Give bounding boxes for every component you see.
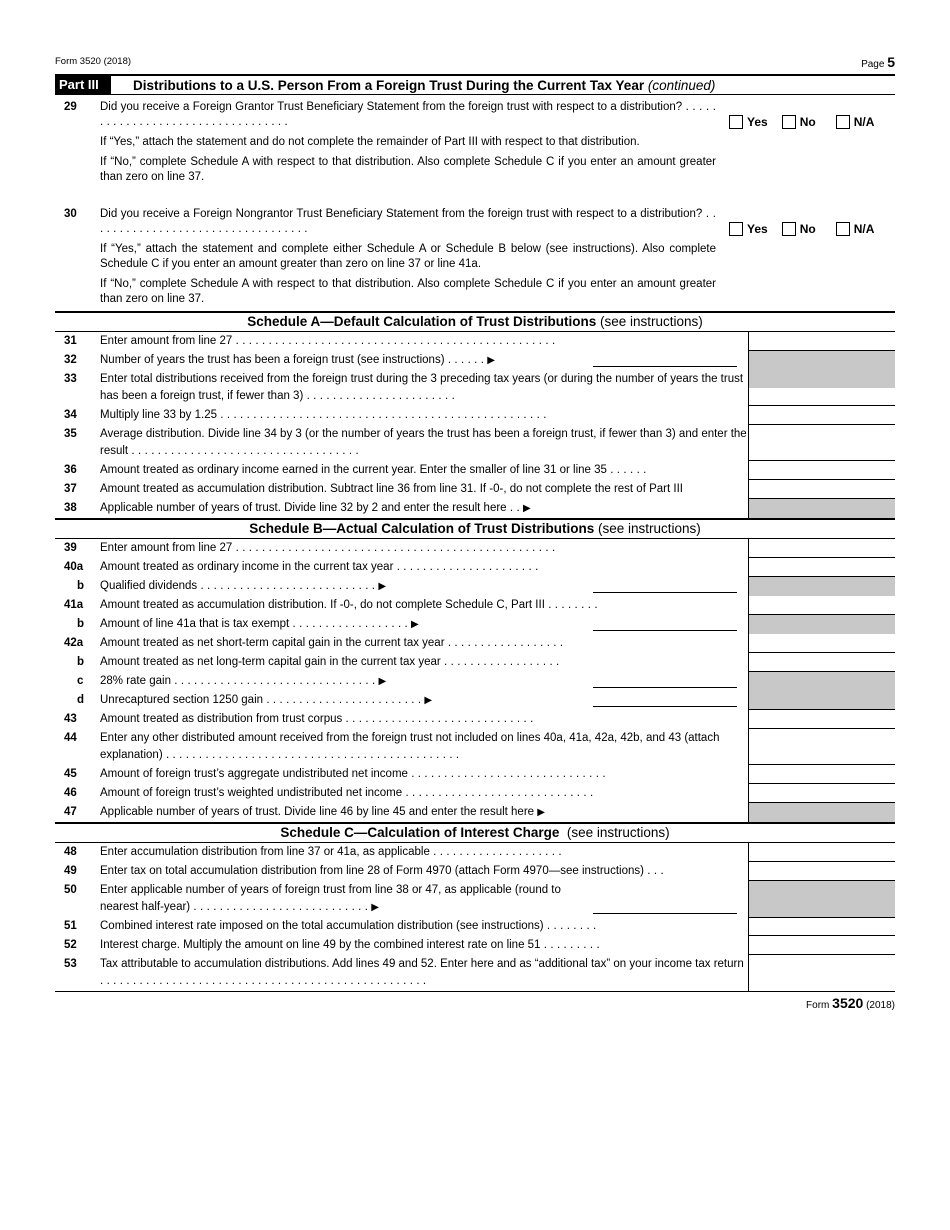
part-tag: Part III — [55, 76, 111, 94]
part-title: Distributions to a U.S. Person From a Foreign Trust During the Current Tax Year (continued) — [133, 77, 716, 93]
na-checkbox[interactable] — [836, 115, 850, 129]
no-checkbox[interactable] — [782, 222, 796, 236]
yes-checkbox[interactable] — [729, 115, 743, 129]
years-result-field[interactable] — [748, 803, 895, 822]
amount-field[interactable] — [748, 332, 895, 351]
amount-field[interactable] — [748, 539, 895, 558]
line-34: 34 Multiply line 33 by 1.25 . . . . . . . . . . . . . . . . . . . . . . . . . . . . . . . . . . . . . . . . . . . . . . . . . . — [55, 406, 895, 425]
answer-group-30: Yes No N/A — [729, 222, 888, 236]
rate-field[interactable] — [748, 917, 895, 936]
line-42b: b Amount treated as net long-term capital gain in the current tax year . . . . . . . . . . . . . . . . . . — [55, 653, 895, 672]
line-31: 31 Enter amount from line 27 . . . . . . . . . . . . . . . . . . . . . . . . . . . . . . . . . . . . . . . . . . . . . . . . . — [55, 332, 895, 351]
page-number: Page 5 — [861, 54, 895, 70]
amount-field[interactable] — [748, 936, 895, 955]
amount-field[interactable] — [748, 784, 895, 803]
part-header — [55, 74, 895, 95]
rate-gain-field[interactable] — [593, 686, 737, 688]
amount-field[interactable] — [748, 634, 895, 653]
line-39: 39 Enter amount from line 27 . . . . . . . . . . . . . . . . . . . . . . . . . . . . . . . . . . . . . . . . . . . . . . . . . — [55, 539, 895, 558]
years-field[interactable] — [593, 912, 737, 914]
line-37: 37 Amount treated as accumulation distribution. Subtract line 36 from line 31. If -0-, do not complete the rest of Part III — [55, 480, 895, 499]
instruction-no: If “No,” complete Schedule A with respect to that distribution. Also complete Schedule C if you enter an amount greater than zero on line 37. — [100, 156, 716, 183]
page-header — [55, 56, 895, 74]
line-41a: 41a Amount treated as accumulation distribution. If -0-, do not complete Schedule C, Part III . . . . . . . . — [55, 596, 895, 615]
schedule-c-header: Schedule C—Calculation of Interest Charge (see instructions) — [55, 824, 895, 843]
line-35: 35 Average distribution. Divide line 34 by 3 (or the number of years the trust has been a foreign trust, if fewer than 3) and enter the result . . . . . . . . . . . . . . . . . . . . . . . . . . . . . . . . . . . — [55, 425, 895, 461]
dividends-field[interactable] — [593, 591, 737, 593]
line-41b: b Amount of line 41a that is tax exempt . . . . . . . . . . . . . . . . . . ▶ — [55, 615, 895, 634]
instruction-no: If “No,” complete Schedule A with respect to that distribution. Also complete Schedule C if you enter an amount greater than zero on line 37. — [100, 278, 716, 305]
amount-field[interactable] — [748, 388, 895, 406]
question-text: Did you receive a Foreign Grantor Trust Beneficiary Statement from the foreign trust with respect to a distribution? — [100, 101, 683, 113]
line-47: 47 Applicable number of years of trust. Divide line 46 by line 45 and enter the result here ▶ — [55, 803, 895, 822]
amount-field[interactable] — [748, 558, 895, 577]
schedule-a-header: Schedule A—Default Calculation of Trust Distributions (see instructions) — [55, 313, 895, 332]
line-number: 29 — [64, 101, 77, 113]
answer-group-29: Yes No N/A — [729, 115, 888, 129]
line-40a: 40a Amount treated as ordinary income in the current tax year . . . . . . . . . . . . . . . . . . . . . . — [55, 558, 895, 577]
question-29: 29 Did you receive a Foreign Grantor Trust Beneficiary Statement from the foreign trust with respect to a distribution? . . . . . . . . . . . . . . . . . . . . . . . . . . . . . . . . . . If “Yes,” attach the statement and do not complete the remainder of Part III with respect to that distribution. If “No,” complete Schedule A with respect to that distribution. Also complete Schedule C if you enter an amount greater than zero on line 37. Yes No N/A — [55, 95, 895, 202]
line-46: 46 Amount of foreign trust’s weighted undistributed net income . . . . . . . . . . . . . . . . . . . . . . . . . . . . . — [55, 784, 895, 803]
amount-field[interactable] — [748, 710, 895, 729]
amount-field[interactable] — [748, 843, 895, 862]
amount-field[interactable] — [748, 406, 895, 425]
line-33: 33 Enter total distributions received from the foreign trust during the 3 preceding tax years (or during the number of years the trust has been a foreign trust, if fewer than 3) . . . . . . . . . . . . . . . . . . . . . . . — [55, 370, 895, 406]
amount-field[interactable] — [748, 480, 895, 499]
line-48: 48 Enter accumulation distribution from line 37 or 41a, as applicable . . . . . . . . . . . . . . . . . . . . — [55, 843, 895, 862]
na-checkbox[interactable] — [836, 222, 850, 236]
amount-field[interactable] — [748, 729, 895, 765]
line-52: 52 Interest charge. Multiply the amount on line 49 by the combined interest rate on line 51 . . . . . . . . . — [55, 936, 895, 955]
amount-field[interactable] — [748, 461, 895, 480]
line-51: 51 Combined interest rate imposed on the total accumulation distribution (see instructions) . . . . . . . . — [55, 917, 895, 936]
line-42a: 42a Amount treated as net short-term capital gain in the current tax year . . . . . . . . . . . . . . . . . . — [55, 634, 895, 653]
line-number: 30 — [64, 208, 77, 220]
amount-field[interactable] — [748, 596, 895, 615]
tax-exempt-field[interactable] — [593, 629, 737, 631]
form-id: Form 3520 (2018) — [55, 56, 132, 67]
line-49: 49 Enter tax on total accumulation distribution from line 28 of Form 4970 (attach Form 4970—see instructions) . . . — [55, 862, 895, 881]
instruction-yes: If “Yes,” attach the statement and do not complete the remainder of Part III with respect to that distribution. — [100, 136, 640, 148]
line-45: 45 Amount of foreign trust’s aggregate undistributed net income . . . . . . . . . . . . . . . . . . . . . . . . . . . . . . — [55, 765, 895, 784]
line-42d: d Unrecaptured section 1250 gain . . . . . . . . . . . . . . . . . . . . . . . . ▶ — [55, 691, 895, 710]
line-44: 44 Enter any other distributed amount received from the foreign trust not included on lines 40a, 41a, 42a, 42b, and 43 (attach explanation) . . . . . . . . . . . . . . . . . . . . . . . . . . . . . . . . . . . . . . . . . . . . . — [55, 729, 895, 765]
form-page — [55, 56, 895, 1011]
years-result-field[interactable] — [748, 499, 895, 518]
section-1250-field[interactable] — [593, 705, 737, 707]
instruction-yes: If “Yes,” attach the statement and complete either Schedule A or Schedule B below (see instructions). Also complete Schedule C if you enter an amount greater than zero on line 37 or line 41a. — [100, 243, 716, 270]
amount-field[interactable] — [748, 862, 895, 881]
line-38: 38 Applicable number of years of trust. Divide line 32 by 2 and enter the result here . . ▶ — [55, 499, 895, 518]
page-footer: Form 3520 (2018) — [806, 995, 895, 1011]
no-checkbox[interactable] — [782, 115, 796, 129]
amount-field[interactable] — [748, 425, 895, 461]
line-32: 32 Number of years the trust has been a foreign trust (see instructions) . . . . . . ▶ — [55, 351, 895, 370]
amount-field[interactable] — [748, 653, 895, 672]
line-50: 50 Enter applicable number of years of foreign trust from line 38 or 47, as applicable (round to nearest half-year) . . . . . . . . . . . . . . . . . . . . . . . . . . . ▶ — [55, 881, 895, 917]
schedule-b-header: Schedule B—Actual Calculation of Trust Distributions (see instructions) — [55, 520, 895, 539]
years-field[interactable] — [593, 365, 737, 367]
amount-field[interactable] — [748, 955, 895, 991]
line-53: 53 Tax attributable to accumulation distributions. Add lines 49 and 52. Enter here and as “additional tax” on your income tax return . . . . . . . . . . . . . . . . . . . . . . . . . . . . . . . . . . . . . . . . . . . . . . . . . . — [55, 955, 895, 991]
line-42c: c 28% rate gain . . . . . . . . . . . . . . . . . . . . . . . . . . . . . . . ▶ — [55, 672, 895, 691]
question-30: 30 Did you receive a Foreign Nongrantor Trust Beneficiary Statement from the foreign trust with respect to a distribution? . . . . . . . . . . . . . . . . . . . . . . . . . . . . . . . . . . If “Yes,” attach the statement and complete either Schedule A or Schedule B below (see instructions). Also complete Schedule C if you enter an amount greater than zero on line 37 or line 41a. If “No,” complete Schedule A with respect to that distribution. Also complete Schedule C if you enter an amount greater than zero on line 37. Yes No N/A — [55, 202, 895, 311]
yes-checkbox[interactable] — [729, 222, 743, 236]
line-43: 43 Amount treated as distribution from trust corpus . . . . . . . . . . . . . . . . . . . . . . . . . . . . . — [55, 710, 895, 729]
question-text: Did you receive a Foreign Nongrantor Trust Beneficiary Statement from the foreign trust with respect to a distribution? — [100, 208, 703, 220]
line-36: 36 Amount treated as ordinary income earned in the current year. Enter the smaller of line 31 or line 35 . . . . . . — [55, 461, 895, 480]
amount-field[interactable] — [748, 765, 895, 784]
line-40b: b Qualified dividends . . . . . . . . . . . . . . . . . . . . . . . . . . . ▶ — [55, 577, 895, 596]
